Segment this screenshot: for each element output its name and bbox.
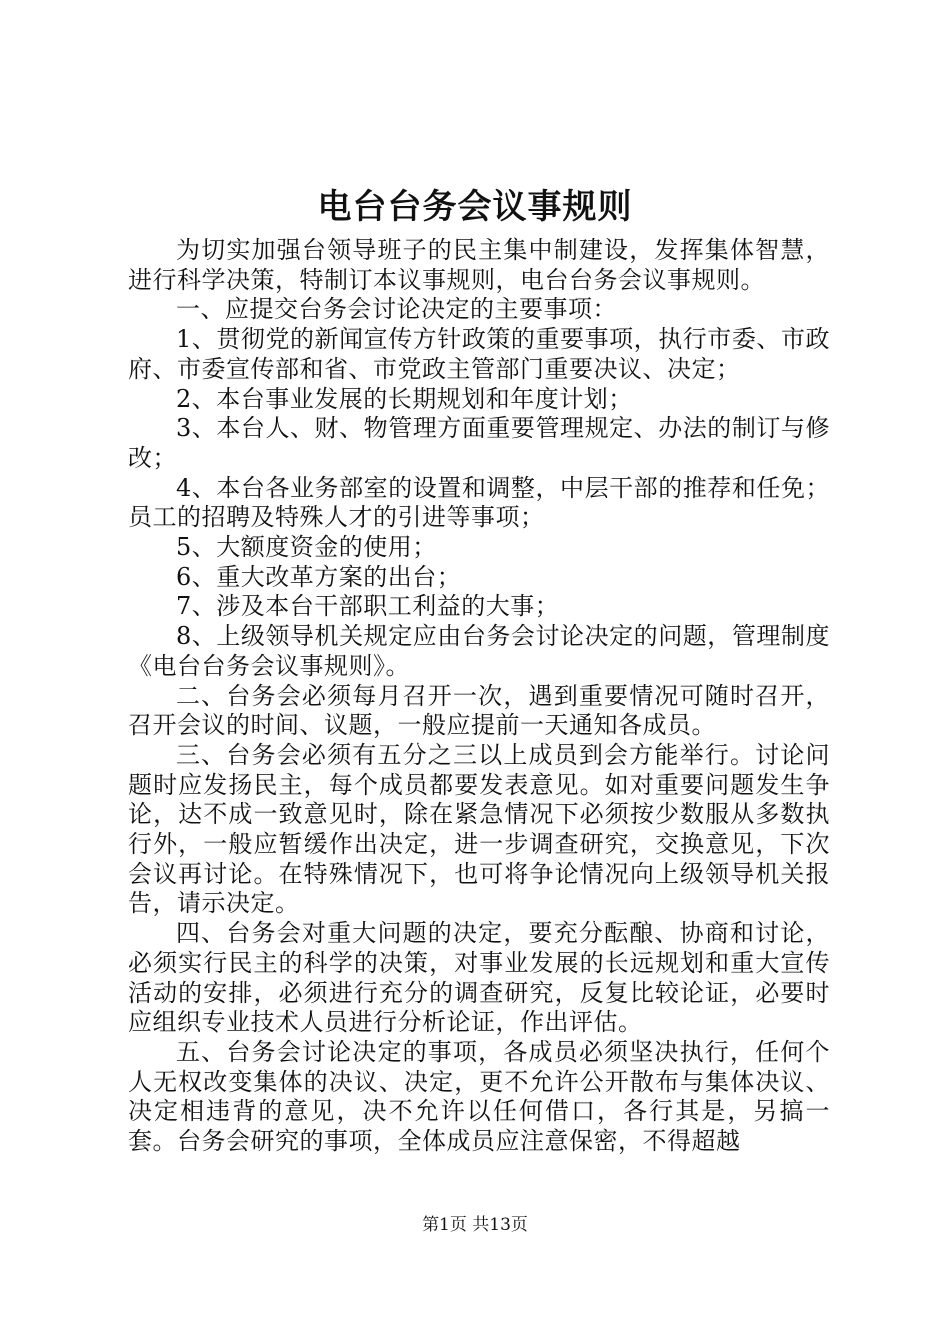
paragraph-item-6: 6、重大改革方案的出台； bbox=[176, 562, 462, 591]
paragraph-item-5: 5、大额度资金的使用； bbox=[176, 533, 437, 562]
page-footer: 第1页 共13页 bbox=[422, 1215, 528, 1235]
paragraph-item-2: 2、本台事业发展的长期规划和年度计划； bbox=[176, 384, 633, 413]
document-body bbox=[128, 236, 830, 1157]
paragraph-item-1: 1、贯彻党的新闻宣传方针政策的重要事项，执行市委、市政府、市委宣传部和省、市党政主管部门重要决议、决定； bbox=[128, 325, 830, 383]
paragraph-section-3: 三、台务会必须有五分之三以上成员到会方能举行。讨论问题时应发扬民主，每个成员都要发表意见。如对重要问题发生争论，达不成一致意见时，除在紧急情况下必须按少数服从多数执行外，一般应暂缓作出决定，进一步调查研究，交换意见，下次会议再讨论。在特殊情况下，也可将争论情况向上级领导机关报告，请示决定。 bbox=[128, 740, 830, 918]
document-title: 电台台务会议事规则 bbox=[317, 187, 633, 227]
paragraph-item-3: 3、本台人、财、物管理方面重要管理规定、办法的制订与修改； bbox=[128, 414, 830, 472]
paragraph-item-7: 7、涉及本台干部职工利益的大事； bbox=[176, 592, 560, 621]
paragraph-item-8: 8、上级领导机关规定应由台务会讨论决定的问题，管理制度《电台台务会议事规则》。 bbox=[128, 622, 830, 680]
paragraph-section-5: 五、台务会讨论决定的事项，各成员必须坚决执行，任何个人无权改变集体的决议、决定，更不允许公开散布与集体决议、决定相违背的意见，决不允许以任何借口，各行其是，另搞一套。台务会研究的事项，全体成员应注意保密，不得超越 bbox=[128, 1037, 830, 1156]
paragraph-intro: 为切实加强台领导班子的民主集中制建设，发挥集体智慧，进行科学决策，特制订本议事规则，电台台务会议事规则。 bbox=[128, 236, 830, 294]
paragraph-section-2: 二、台务会必须每月召开一次，遇到重要情况可随时召开，召开会议的时间、议题，一般应提前一天通知各成员。 bbox=[128, 681, 830, 740]
paragraph-section-4: 四、台务会对重大问题的决定，要充分酝酿、协商和讨论，必须实行民主的科学的决策，对事业发展的长远规划和重大宣传活动的安排，必须进行充分的调查研究，反复比较论证，必要时应组织专业技术人员进行分析论证，作出评估。 bbox=[128, 919, 830, 1037]
paragraph-section-1: 一、应提交台务会讨论决定的主要事项： bbox=[176, 295, 617, 324]
paragraph-item-4: 4、本台各业务部室的设置和调整，中层干部的推荐和任免；员工的招聘及特殊人才的引进等事项； bbox=[128, 473, 830, 532]
